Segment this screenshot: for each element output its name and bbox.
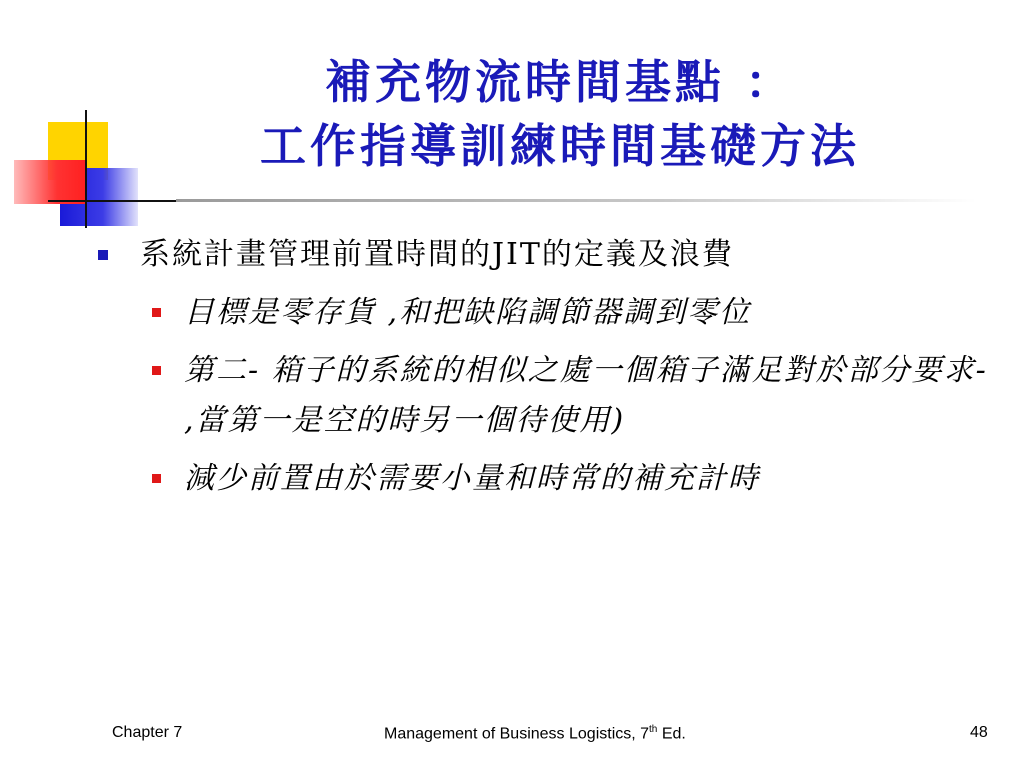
page-number: 48 — [970, 724, 988, 741]
bullet-item — [96, 230, 996, 280]
sub-bullet-text: 目標是零存貨 ,和把缺陷調節器調到零位 — [184, 295, 752, 330]
red-square-bullet-icon — [152, 308, 161, 317]
red-square-bullet-icon — [152, 366, 161, 375]
red-square-icon — [14, 160, 86, 204]
title-line-2: 工作指導訓練時間基礎方法 — [260, 119, 860, 173]
title-divider — [176, 199, 976, 202]
slide-title — [150, 50, 970, 178]
blue-square-bullet-icon — [98, 250, 108, 260]
footer-chapter: Chapter 7 — [112, 724, 183, 741]
sub-bullet-item — [96, 288, 996, 338]
footer-title-suffix: Ed. — [657, 725, 686, 743]
sub-bullet-item — [96, 454, 996, 504]
vertical-rule — [85, 110, 87, 228]
footer-title-superscript: th — [649, 724, 658, 735]
bullet-text: 系統計畫管理前置時間的JIT的定義及浪費 — [140, 237, 734, 272]
footer-title-text: Management of Business Logistics, 7 — [384, 725, 650, 743]
horizontal-rule — [48, 200, 176, 202]
title-line-1: 補充物流時間基點 ： — [324, 55, 795, 109]
sub-bullet-item — [96, 346, 996, 446]
sub-bullet-text: 第二- 箱子的系統的相似之處一個箱子滿足對於部分要求- ,當第一是空的時另一個待使用) — [184, 353, 988, 438]
sub-bullet-text: 減少前置由於需要小量和時常的補充計時 — [184, 461, 760, 496]
footer-book-title — [384, 724, 686, 743]
red-square-bullet-icon — [152, 474, 161, 483]
slide-body — [96, 230, 996, 504]
